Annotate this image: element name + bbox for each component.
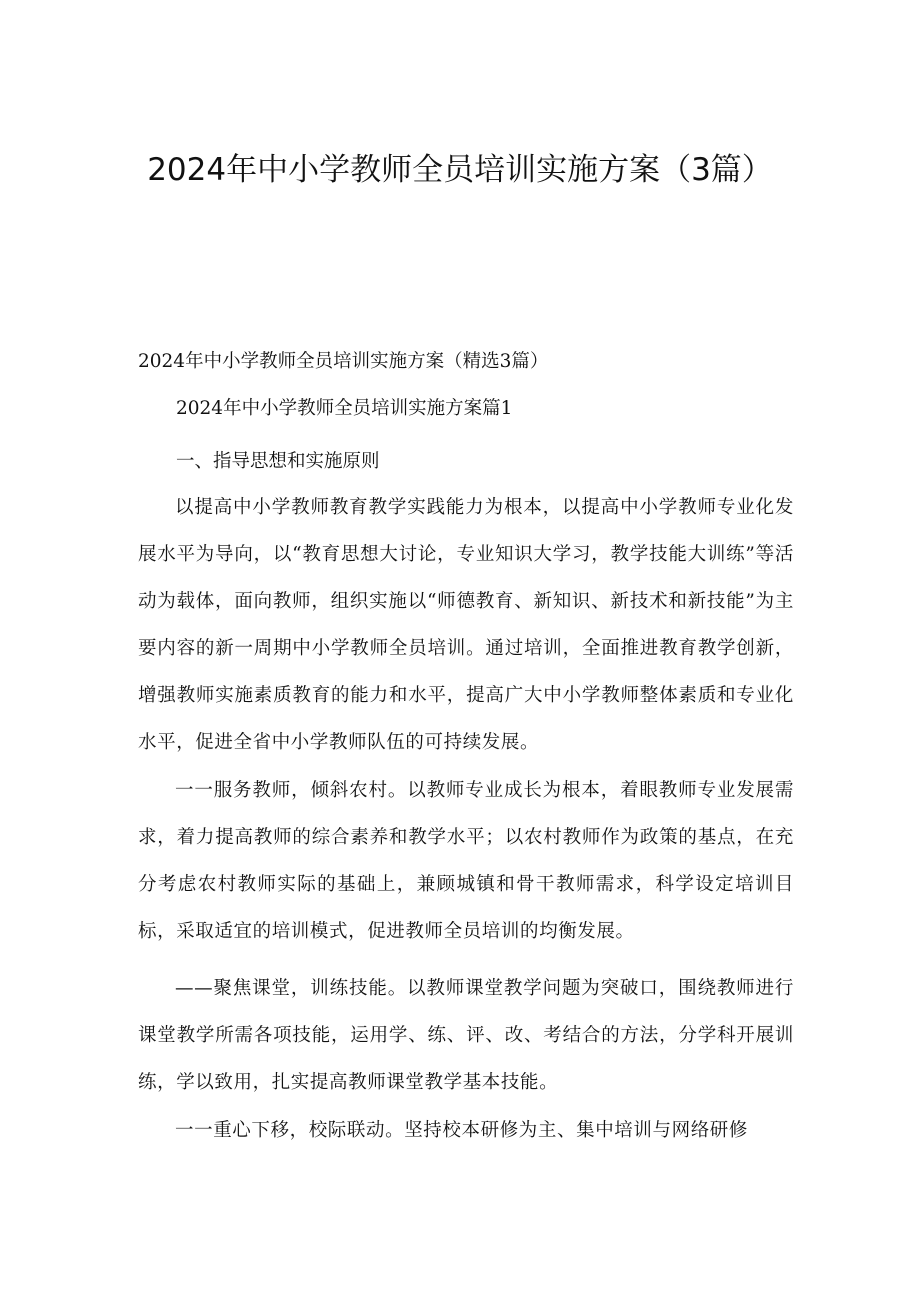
part-heading: 一、指导思想和实施原则 <box>176 451 380 472</box>
paragraph-focus-classroom: ——聚焦课堂，训练技能。以教师课堂教学问题为突破口，围绕教师进行课堂教学所需各项技能，运用学、练、评、改、考结合的方法，分学科开展训练，学以致用，扎实提高教师课堂教学基本技能。 <box>138 978 794 1093</box>
paragraph-serve-teachers: 一一服务教师，倾斜农村。以教师专业成长为根本，着眼教师专业发展需求，着力提高教师的综合素养和教学水平；以农村教师作为政策的基点，在充分考虑农村教师实际的基础上，兼顾城镇和骨干教师需求，科学设定培训目标，采取适宜的培训模式，促进教师全员培训的均衡发展。 <box>138 780 794 942</box>
paragraph-guiding-thought: 以提高中小学教师教育教学实践能力为根本，以提高中小学教师专业化发展水平为导向，以“教育思想大讨论，专业知识大学习，教学技能大训练”等活动为载体，面向教师，组织实施以“师德教育、新知识、新技术和新技能”为主要内容的新一周期中小学教师全员培训。通过培训，全面推进教育教学创新，增强教师实施素质教育的能力和水平，提高广大中小学教师整体素质和专业化水平，促进全省中小学教师队伍的可持续发展。 <box>138 497 794 753</box>
document-subtitle: 2024年中小学教师全员培训实施方案（精选3篇） <box>138 351 549 372</box>
document-title: 2024年中小学教师全员培训实施方案（3篇） <box>147 152 773 188</box>
section-heading: 2024年中小学教师全员培训实施方案篇1 <box>176 398 513 419</box>
paragraph-shift-focus: 一一重心下移，校际联动。坚持校本研修为主、集中培训与网络研修 <box>175 1120 749 1141</box>
